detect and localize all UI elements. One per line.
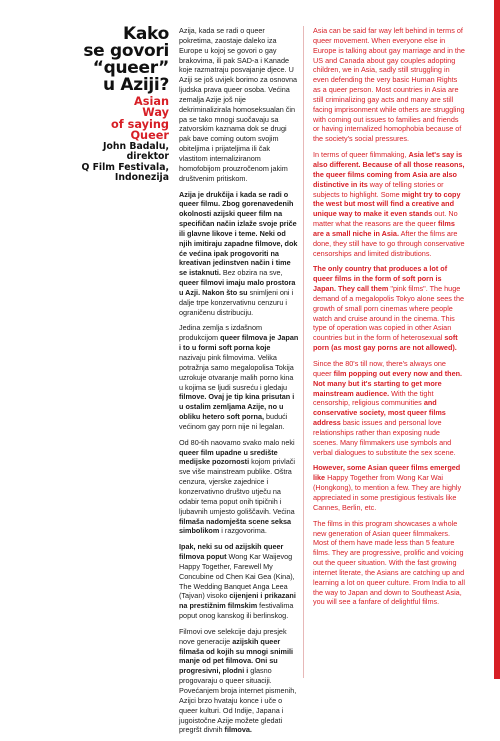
paragraph-text-bold: and conservative society, most queer films address xyxy=(313,398,446,428)
paragraph-text: Jedina zemlja s izdašnom produkcijom xyxy=(179,323,263,343)
paragraph-text: festivalima poput onog kanskog ili berlinskog. xyxy=(179,601,294,621)
paragraph xyxy=(179,26,299,184)
paragraph xyxy=(313,519,465,608)
paragraph-text: nazivaju pink filmovima. Velika potražnja samo megalopolisa Tokija uzrokuje otvaranje malih porno kina u kojima se ljudi susreću i gledaju xyxy=(179,353,294,392)
paragraph-text-bold: queer filmova je Japan i to u formi soft porna koje xyxy=(179,333,299,353)
paragraph-text-bold: azijskih queer filmaša od kojih su mnogi snimili manje od pet filmova. Oni su progresivni, plodni i xyxy=(179,636,294,676)
paragraph xyxy=(179,323,299,431)
paragraph xyxy=(179,542,299,621)
paragraph-text: Od 80-tih naovamo svako malo neki xyxy=(179,437,295,447)
paragraph-text-bold: filmova. xyxy=(224,725,252,735)
paragraph-text: In terms of queer filmmaking, xyxy=(313,150,409,160)
paragraph xyxy=(179,627,299,735)
subtitle-line: Queer xyxy=(130,128,169,142)
paragraph-text: Azija, kada se radi o queer pokretima, zaostaje daleko iza Europe u kojoj se govori o gay brakovima, ili pak SAD-a i Kanade koje razmatraju posvajanje djece. U Aziji se još uvijek borimo za osnovna ljudska prava queer osoba. Većina zemalja Azije još nije dekriminalizirala homoseksualan čin pa se tako mnogi suočavaju sa zatvorskim kaznama dok se drugi pak bave coming outom svojim obiteljima i prijateljima ili čak vlastitom internaliziranom homofobijom prouzročenom jakim društvenim pritiskom. xyxy=(179,26,298,183)
paragraph-text: Wong Kar Waijevog Happy Together, Farewell My Concubine od Chen Kai Gea (Kina), The Wedding Banquet Anga Leea (Tajvan) visoko xyxy=(179,552,295,601)
page-edge-accent xyxy=(494,0,500,679)
subtitle-line: of saying xyxy=(111,117,169,131)
title-line: “queer” xyxy=(92,58,169,78)
paragraph-text: way of telling stories or subjects to highlight. Some xyxy=(313,179,444,199)
article-subtitle xyxy=(57,96,169,141)
paragraph-text-bold: Azija je drukčija i kada se radi o queer filmu. Zbog gorenavedenih okolnosti azijski queer film na specifičan način izlaže svoje priče ili glavne likove i teme. Neki od njih imitiraju zapadne filmove, dok će većina ipak progovoriti na kreativan jedinstven način i time se istaknuti. xyxy=(179,189,298,278)
paragraph xyxy=(313,26,465,144)
paragraph-text-bold: Nakon što su xyxy=(200,287,248,297)
subtitle-line: Way xyxy=(142,106,169,120)
paragraph xyxy=(313,463,465,512)
paragraph-text: basic issues and personal love relationships rather than exposing nude scenes. Many filmmakers use symbols and verbal dialogues to substitute the sex scene. xyxy=(313,418,456,457)
paragraph-text: snimljeni oni i dalje trpe konzervativnu cenzuru i ograničenu distribuciju. xyxy=(179,287,294,317)
paragraph xyxy=(313,264,465,353)
paragraph-text-bold: soft porn (as most gay porns are not allowed). xyxy=(313,333,458,353)
paragraph-text-bold: queer film upadne u središte medijske pozornosti xyxy=(179,447,278,467)
title-line: Kako xyxy=(123,24,169,44)
paragraph-text-bold: film popping out every now and then. Not many but it's starting to get more mainstream audience. xyxy=(313,368,463,398)
paragraph-text: Bez obzira na sve, xyxy=(220,268,283,278)
paragraph-text-bold: filmove. Ovaj je tip kina prisutan i u ostalim zemljama Azije, no u obliku hetero soft porna, xyxy=(179,392,295,422)
paragraph-text: budući većinom gay porn nije ni legalan. xyxy=(179,412,288,431)
english-column xyxy=(313,26,465,613)
byline-line: direktor xyxy=(126,151,169,163)
paragraph-text-bold: Asia let's say is also different. Because of all those reasons, the queer films coming from Asia are also distinctive in its xyxy=(313,150,465,189)
paragraph-text-bold: might try to copy the west but most will find a creative and unique way to make it even stands xyxy=(313,189,461,219)
byline-line: John Badalu, xyxy=(103,141,169,153)
paragraph-text: kojom privlači sve više mainstream publike. Oštra cenzura, vjerske zajednice i konzervativno društvo utječu na odabir tema poput onih tipičnih i ljubavnih umjesto goliščavih. Većina xyxy=(179,457,296,516)
paragraph-text: glasno progovaraju o queer situaciji. Povećanjem broja internet pismenih, Azijci brzo hvataju konce i uče o queer kulturi. Od Indije, Japana i jugoistočne Azije možete gledati pregršt divnih xyxy=(179,666,297,735)
paragraph-text: Since the 80's till now, there's always one queer xyxy=(313,359,446,378)
paragraph-text: Asia can be said far way left behind in terms of queer movement. When everyone else in Europe is talking about gay marriage and in the US and Canada about gay couples adopting children, we in Asia, sadly still struggling in even defending the very basic Human Rights as a queer person. Most countries in Asia are still criminalizing gay acts and many are still facing imprisonment while others are struggling with coming out issues to families and friends or having internalized homophobia because of the society's social pressures. xyxy=(313,26,465,144)
byline-line: Indonezija xyxy=(114,171,169,183)
title-line: se govori xyxy=(83,41,169,61)
paragraph xyxy=(179,190,299,318)
paragraph-text: Happy Together from Wong Kar Wai (Hongkong), to mention a few. They are highly appreciated in some prestigious festivals like Cannes, Berlin, etc. xyxy=(313,473,462,512)
byline-line: Q Film Festivala, xyxy=(81,161,169,173)
paragraph-text: With the tight censorship, religious communities xyxy=(313,388,434,408)
paragraph-text-bold: However, some Asian queer films emerged like xyxy=(313,463,461,483)
article-title xyxy=(57,26,169,94)
paragraph-text-bold: queer filmovi imaju malo prostora u Azji. xyxy=(179,278,296,297)
paragraph-text: "pink films". The huge demand of a megalopolis Tokyo alone sees the growth of small porn cinemas where people watch and cruise around in the cinema. This type of operation was copied in other Asian countries but in the form of heterosexual xyxy=(313,284,465,343)
paragraph-text: out. No matter what the reasons are the queer xyxy=(313,209,458,229)
paragraph-text: i razgovorima. xyxy=(219,526,267,536)
title-line: u Aziji? xyxy=(102,75,169,95)
paragraph xyxy=(179,438,299,536)
paragraph-text: After the films are done, they still have to go through conservative censorships and limited distributions. xyxy=(313,228,465,258)
paragraph-text-bold: The only country that produces a lot of queer films in the form of soft porn is Japan. They call them xyxy=(313,264,448,294)
column-divider xyxy=(303,26,304,678)
paragraph-text: Filmovi ove selekcije daju presjek nove generacije xyxy=(179,626,287,646)
croatian-column xyxy=(179,26,299,741)
paragraph-text-bold: films are a small niche in Asia. xyxy=(313,219,455,238)
paragraph-text-bold: filmaša nadomješta scene seksa simbolikom xyxy=(179,516,292,536)
paragraph xyxy=(313,150,465,258)
article-header xyxy=(57,26,169,183)
paragraph-text-bold: Ipak, neki su od azijskih queer filmova poput xyxy=(179,542,284,562)
author-byline xyxy=(57,142,169,183)
paragraph-text-bold: cijenjeni i prikazani na prestižnim filmskim xyxy=(179,591,296,611)
subtitle-line: Asian xyxy=(133,95,169,108)
paragraph-text: The films in this program showcases a whole new generation of Asian queer filmmakers. Most of them have made less than 5 feature films. They are progressive, prolific and voicing out the queer situation. With the fast growing internet literate, the Asians are catching up and learning a lot on queer culture. From India to all the way to Japan and down to Southeast Asia, you will see a fanfare of delightful films. xyxy=(313,518,465,607)
paragraph xyxy=(313,359,465,457)
